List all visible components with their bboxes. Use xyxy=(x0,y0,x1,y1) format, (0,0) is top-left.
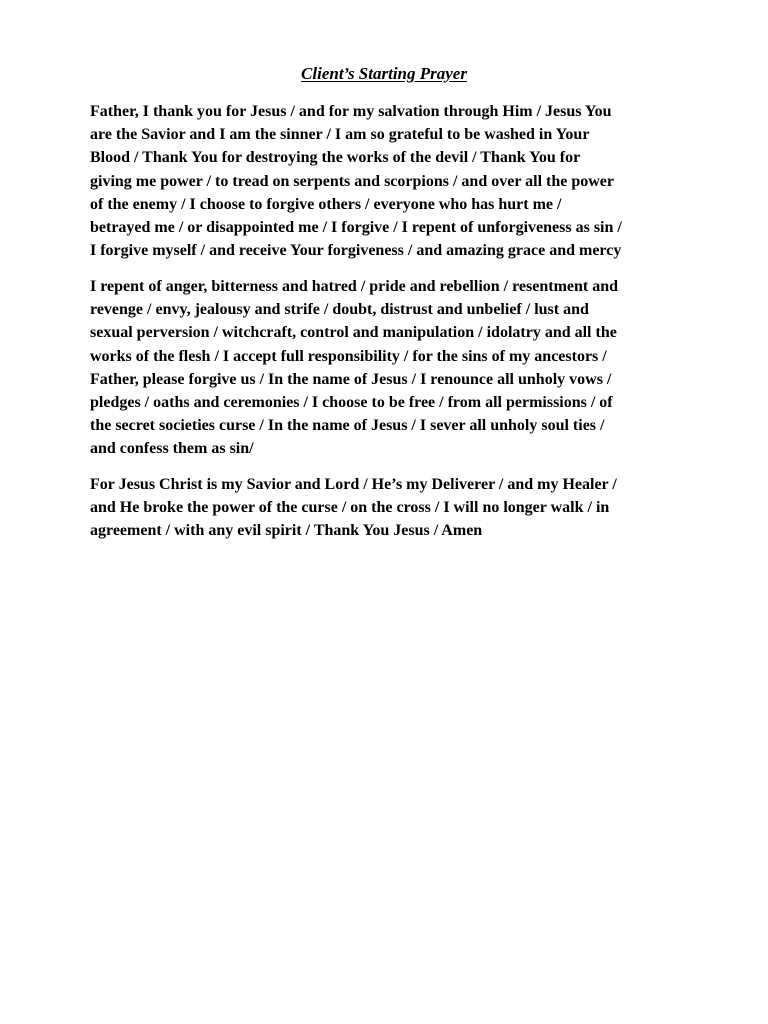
text-line: giving me power / to tread on serpents and scorpions / and over all the power xyxy=(90,172,615,190)
text-line: revenge / envy, jealousy and strife / doubt, distrust and unbelief / lust and xyxy=(90,301,589,319)
text-line: and confess them as sin/ xyxy=(90,440,254,458)
prayer-paragraph-1 xyxy=(90,100,690,262)
text-line: Blood / Thank You for destroying the works of the devil / Thank You for xyxy=(90,149,581,167)
text-line: works of the flesh / I accept full responsibility / for the sins of my ancestors / xyxy=(90,347,607,365)
text-line: For Jesus Christ is my Savior and Lord / He’s my Deliverer / and my Healer / xyxy=(90,476,617,493)
prayer-paragraph-3 xyxy=(90,473,690,543)
text-line: betrayed me / or disappointed me / I forgive / I repent of unforgiveness as sin / xyxy=(90,219,622,237)
text-line: Father, I thank you for Jesus / and for my salvation through Him / Jesus You xyxy=(90,103,612,120)
text-line: are the Savior and I am the sinner / I am so grateful to be washed in Your xyxy=(90,126,590,144)
text-line: pledges / oaths and ceremonies / I choose to be free / from all permissions / of xyxy=(90,394,613,412)
prayer-paragraph-2 xyxy=(90,275,690,461)
text-line: agreement / with any evil spirit / Thank You Jesus / Amen xyxy=(90,522,483,540)
document-title: Client’s Starting Prayer xyxy=(301,64,467,83)
text-line: of the enemy / I choose to forgive others / everyone who has hurt me / xyxy=(90,195,562,213)
text-line: sexual perversion / witchcraft, control and manipulation / idolatry and all the xyxy=(90,324,617,342)
text-line: and He broke the power of the curse / on the cross / I will no longer walk / in xyxy=(90,499,610,517)
text-line: the secret societies curse / In the name of Jesus / I sever all unholy soul ties / xyxy=(90,417,605,435)
text-line: Father, please forgive us / In the name of Jesus / I renounce all unholy vows / xyxy=(90,370,612,388)
text-line: I forgive myself / and receive Your forgiveness / and amazing grace and mercy xyxy=(90,242,622,260)
text-line: I repent of anger, bitterness and hatred / pride and rebellion / resentment and xyxy=(90,278,619,295)
